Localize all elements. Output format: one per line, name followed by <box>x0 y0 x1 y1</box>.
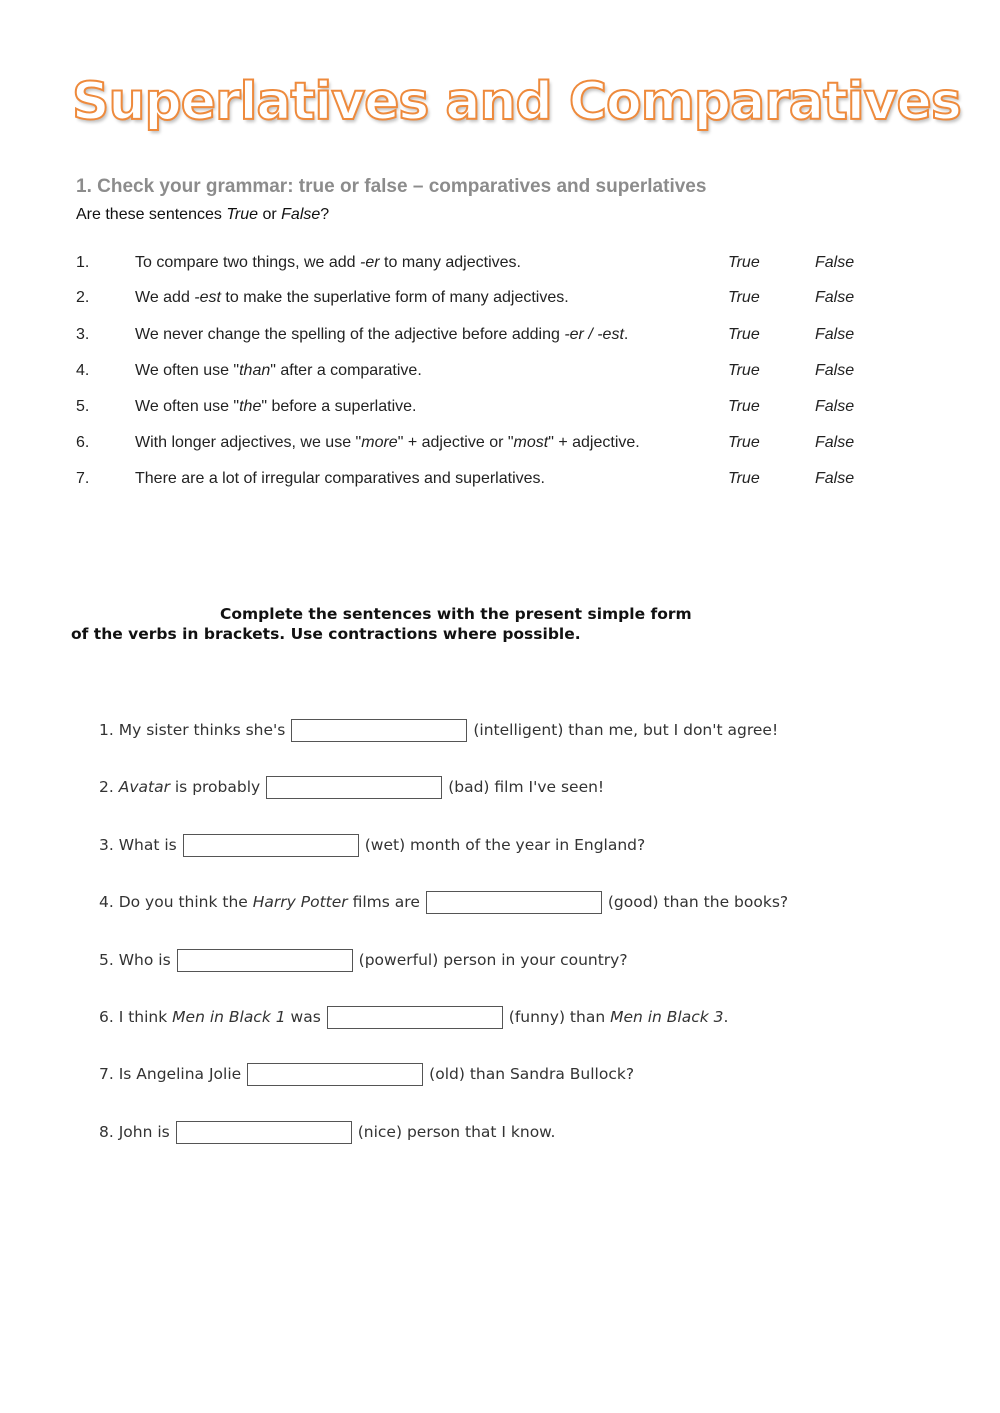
true-option[interactable]: True <box>728 254 760 271</box>
fill-item-hint: (bad) film I've seen! <box>448 778 605 796</box>
text-part: is probably <box>169 778 261 796</box>
text-part: We add <box>135 289 195 306</box>
fill-item-hint <box>509 1008 729 1026</box>
text-part: " before a superlative. <box>261 398 417 415</box>
text-part-italic: Men in Black 3 <box>610 1008 724 1026</box>
section1-instruction <box>76 206 329 224</box>
tf-item-number: 3. <box>76 326 90 343</box>
text-part: With longer adjectives, we use " <box>135 434 362 451</box>
text-part: 2. <box>99 778 119 796</box>
answer-input-3[interactable] <box>183 834 359 857</box>
text-part-italic: most <box>513 434 549 451</box>
false-option[interactable]: False <box>815 470 855 487</box>
answer-input-1[interactable] <box>291 719 467 742</box>
tf-item-text <box>135 254 521 272</box>
fill-item-prompt: 3. What is <box>99 836 177 854</box>
fill-item-3 <box>99 832 645 858</box>
fill-item-hint: (good) than the books? <box>607 893 789 911</box>
text-part: 6. I think <box>99 1008 173 1026</box>
fill-item-prompt <box>99 1008 321 1026</box>
tf-item-number: 1. <box>76 254 90 271</box>
fill-item-hint: (powerful) person in your country? <box>358 951 628 969</box>
fill-item-prompt: 1. My sister thinks she's <box>99 721 286 739</box>
text-part: We often use " <box>135 398 240 415</box>
text-part-italic: Men in Black 1 <box>172 1008 286 1026</box>
tf-item-text <box>135 398 416 416</box>
text-part: . <box>723 1008 729 1026</box>
answer-input-8[interactable] <box>176 1121 352 1144</box>
true-option[interactable]: True <box>728 398 760 415</box>
section2-instruction-line1: Complete the sentences with the present simple form <box>220 605 692 623</box>
answer-input-4[interactable] <box>426 891 602 914</box>
fill-item-7 <box>99 1061 634 1087</box>
text-part: to many adjectives. <box>379 254 521 271</box>
fill-item-prompt <box>99 893 420 911</box>
tf-item-text <box>135 326 628 344</box>
text-part: " after a comparative. <box>270 362 422 379</box>
text-part-italic: -er / -est <box>564 326 624 343</box>
fill-item-hint: (old) than Sandra Bullock? <box>429 1065 635 1083</box>
fill-item-2 <box>99 774 604 800</box>
tf-item-number: 5. <box>76 398 90 415</box>
fill-item-hint: (intelligent) than me, but I don't agree! <box>473 721 779 739</box>
text-part: We often use " <box>135 362 240 379</box>
tf-item-4 <box>0 362 1000 386</box>
text-part-italic: -est <box>194 289 221 306</box>
text-part: " + adjective. <box>548 434 640 451</box>
answer-input-7[interactable] <box>247 1063 423 1086</box>
fill-item-prompt: 7. Is Angelina Jolie <box>99 1065 242 1083</box>
tf-item-3 <box>0 326 1000 350</box>
worksheet-title: Superlatives and Comparatives <box>72 72 961 132</box>
tf-item-text <box>135 470 545 488</box>
fill-item-hint: (nice) person that I know. <box>357 1123 556 1141</box>
fill-item-prompt: 8. John is <box>99 1123 170 1141</box>
text-part: films are <box>347 893 420 911</box>
text-part-italic: Avatar <box>118 778 170 796</box>
answer-input-2[interactable] <box>266 776 442 799</box>
tf-item-text <box>135 362 422 380</box>
tf-item-number: 6. <box>76 434 90 451</box>
false-option[interactable]: False <box>815 289 855 306</box>
fill-item-5 <box>99 947 628 973</box>
instruction-text: Are these sentences <box>76 206 227 223</box>
fill-item-6 <box>99 1004 728 1030</box>
text-part: To compare two things, we add <box>135 254 361 271</box>
tf-item-number: 7. <box>76 470 90 487</box>
text-part: (funny) than <box>508 1008 611 1026</box>
true-option[interactable]: True <box>728 434 760 451</box>
tf-item-2 <box>0 289 1000 313</box>
text-part-italic: than <box>239 362 271 379</box>
instruction-text: ? <box>320 206 330 223</box>
instruction-text: or <box>258 206 282 223</box>
section1-heading: 1. Check your grammar: true or false – comparatives and superlatives <box>76 176 707 197</box>
tf-item-5 <box>0 398 1000 422</box>
tf-item-1 <box>0 254 1000 278</box>
true-option[interactable]: True <box>728 470 760 487</box>
text-part: We never change the spelling of the adjective before adding <box>135 326 565 343</box>
fill-item-prompt: 5. Who is <box>99 951 171 969</box>
tf-item-7 <box>0 470 1000 494</box>
false-option[interactable]: False <box>815 362 855 379</box>
fill-item-4 <box>99 889 788 915</box>
instruction-true-word: True <box>226 206 259 223</box>
false-option[interactable]: False <box>815 254 855 271</box>
section2-instruction-line2: of the verbs in brackets. Use contractions where possible. <box>71 625 581 643</box>
tf-item-text <box>135 434 640 452</box>
false-option[interactable]: False <box>815 326 855 343</box>
false-option[interactable]: False <box>815 398 855 415</box>
tf-item-number: 2. <box>76 289 90 306</box>
true-option[interactable]: True <box>728 289 760 306</box>
text-part-italic: -er <box>360 254 380 271</box>
fill-item-prompt <box>99 778 260 796</box>
false-option[interactable]: False <box>815 434 855 451</box>
fill-item-8 <box>99 1119 555 1145</box>
tf-item-6 <box>0 434 1000 458</box>
text-part: There are a lot of irregular comparatives and superlatives. <box>135 470 545 487</box>
true-option[interactable]: True <box>728 362 760 379</box>
answer-input-6[interactable] <box>327 1006 503 1029</box>
text-part-italic: more <box>361 434 398 451</box>
text-part: to make the superlative form of many adjectives. <box>220 289 569 306</box>
fill-item-hint: (wet) month of the year in England? <box>364 836 646 854</box>
instruction-false-word: False <box>281 206 321 223</box>
text-part: was <box>285 1008 321 1026</box>
tf-item-number: 4. <box>76 362 90 379</box>
text-part: 4. Do you think the <box>99 893 253 911</box>
text-part: . <box>623 326 629 343</box>
text-part-italic: Harry Potter <box>252 893 348 911</box>
true-option[interactable]: True <box>728 326 760 343</box>
fill-item-1 <box>99 717 778 743</box>
text-part: " + adjective or " <box>397 434 514 451</box>
tf-item-text <box>135 289 569 307</box>
answer-input-5[interactable] <box>177 949 353 972</box>
text-part-italic: the <box>239 398 262 415</box>
